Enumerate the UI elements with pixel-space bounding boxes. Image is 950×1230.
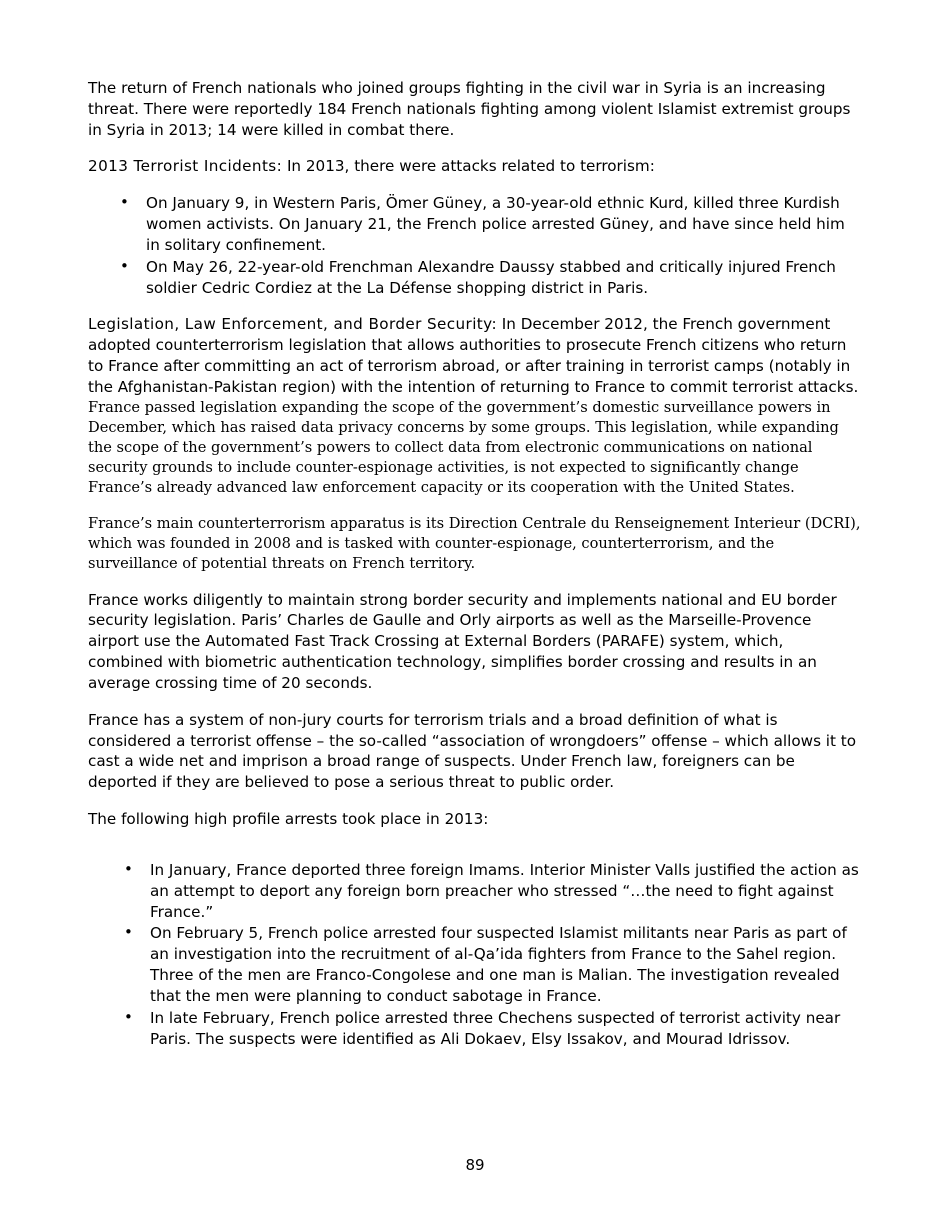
paragraph-border-security: France works diligently to maintain strong border security and implements national and EU border security legislation. Paris’ Charles de Gaulle and Orly airports as well as the Marseille-Provence airport use the Automated Fast Track Crossing at External Borders (PARAFE) system, which, combined with biometric authentication technology, simplifies border crossing and results in an average crossing time of 20 seconds. bbox=[88, 590, 837, 692]
paragraph-legislation bbox=[88, 314, 862, 397]
spacer bbox=[88, 846, 862, 860]
section-label-legislation: Legislation, Law Enforcement, and Border Security: bbox=[88, 315, 497, 334]
page-number: 89 bbox=[465, 1156, 485, 1174]
section-label-legislation-rest: In December 2012, the French government adopted counterterrorism legislation that allows authorities to prosecute French citizens who return to France after committing an act of terrorism abroad, or after training in terrorist camps (notably in the Afghanistan-Pakistan region) with the intention of returning to France to commit terrorist attacks. bbox=[88, 315, 859, 396]
paragraph-arrests-intro: The following high profile arrests took place in 2013: bbox=[88, 810, 489, 829]
section-label-terrorist-incidents-rest: In 2013, there were attacks related to terrorism: bbox=[282, 157, 655, 176]
paragraph-2013-incidents bbox=[88, 156, 862, 177]
list-item: • In late February, French police arrested three Chechens suspected of terrorist activity near Paris. The suspects were identified as Ali Dokaev, Elsy Issakov, and Mourad Idrissov. bbox=[88, 1008, 862, 1050]
paragraph-non-jury-courts: France has a system of non-jury courts for terrorism trials and a broad definition of what is considered a terrorist offense – the so-called “association of wrongdoers” offense – which allows it to cast a wide net and imprison a broad range of suspects. Under French law, foreigners can be deported if they are believed to pose a serious threat to public order. bbox=[88, 710, 857, 792]
list-item: • In January, France deported three foreign Imams. Interior Minister Valls justified the action as an attempt to deport any foreign born preacher who stressed “…the need to fight against France.” bbox=[88, 860, 862, 922]
paragraph-surveillance-powers: France passed legislation expanding the scope of the government’s domestic surveillance powers in December, which has raised data privacy concerns by some groups. This legislation, while expanding the scope of the government’s powers to collect data from electronic communications on national security grounds to include counter-espionage activities, is not expected to significantly change France’s already advanced law enforcement capacity or its cooperation with the United States. bbox=[88, 398, 839, 496]
list-item: • On February 5, French police arrested four suspected Islamist militants near Paris as part of an investigation into the recruitment of al-Qa’ida fighters from France to the Sahel region. Three of the men are Franco-Congolese and one man is Malian. The investigation revealed that the men were planning to conduct sabotage in France. bbox=[88, 923, 862, 1006]
list-item: • On January 9, in Western Paris, Ömer Güney, a 30-year-old ethnic Kurd, killed three Kurdish women activists. On January 21, the French police arrested Güney, and have since held him in solitary confinement. bbox=[88, 193, 862, 255]
paragraph-syria-returnees: The return of French nationals who joined groups fighting in the civil war in Syria is an increasing threat. There were reportedly 184 French nationals fighting among violent Islamist extremist groups in Syria in 2013; 14 were killed in combat there. bbox=[88, 79, 851, 139]
arrests-bullet-list bbox=[88, 860, 862, 1049]
incident-bullet-list bbox=[88, 193, 862, 298]
list-item: • On May 26, 22-year-old Frenchman Alexandre Daussy stabbed and critically injured French soldier Cedric Cordiez at the La Défense shopping district in Paris. bbox=[88, 257, 862, 299]
paragraph-dcri: France’s main counterterrorism apparatus is its Direction Centrale du Renseignement Interieur (DCRI), which was founded in 2008 and is tasked with counter-espionage, counterterrorism, and the surveillance of potential threats on French territory. bbox=[88, 514, 861, 572]
section-label-terrorist-incidents: 2013 Terrorist Incidents: bbox=[88, 157, 283, 176]
